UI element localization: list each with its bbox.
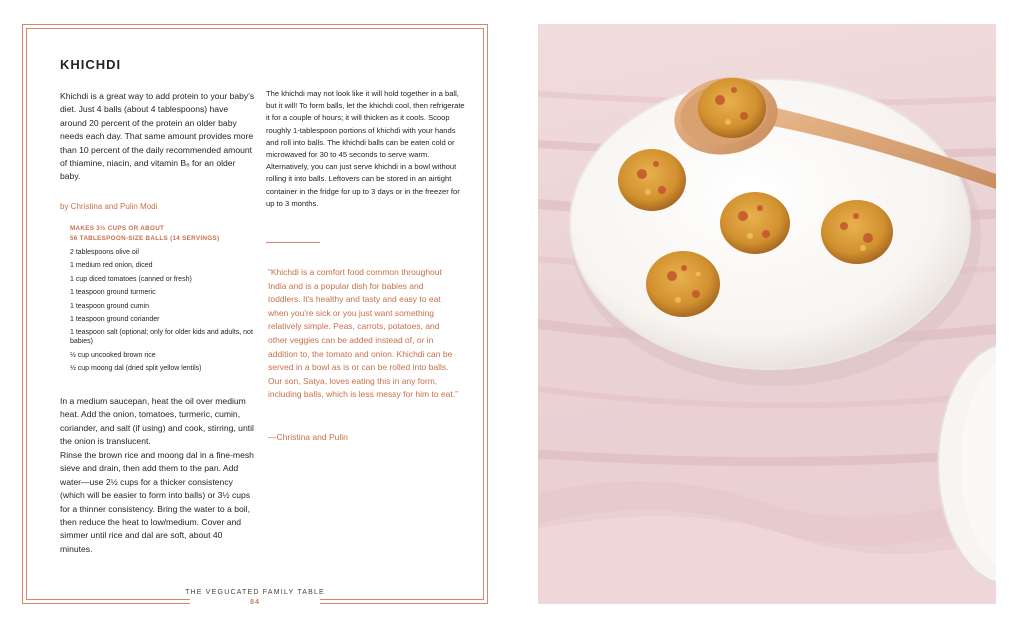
recipe-byline: by Christina and Pulin Modi <box>60 202 158 211</box>
yield-line-1: MAKES 3½ CUPS OR ABOUT <box>70 225 165 232</box>
ingredient-item: 1 teaspoon ground turmeric <box>70 289 156 297</box>
recipe-step-2: Rinse the brown rice and moong dal in a fine-mesh sieve and drain, then add them to the pan. Add water—use 2½ cups for a thicker consistency (which will be easier to form into balls) or 3½ cups for a thinner consistency. Bring the water to a boil, then reduce the heat to low/medium. Cover and simmer until rice and dal are soft, about 40 minutes. <box>60 450 254 554</box>
yield-line-2: 56 TABLESPOON-SIZE BALLS (14 SERVINGS) <box>70 235 220 242</box>
pull-quote: “Khichdi is a comfort food common throughout India and is a popular dish for babies and toddlers. It's healthy and tasty and easy to eat when you're sick or you just want something relatively simple. Peas, carrots, potatoes, and other veggies can be added instead of, or in addition to, the tomato and onion. Khichdi can be served in a bowl as is or can be rolled into balls. Our son, Satya, loves eating this in any form, including balls, which is less messy for him to eat.” <box>268 267 458 400</box>
khichdi-photo <box>538 24 996 604</box>
quote-divider <box>266 242 320 243</box>
ingredient-item: 2 tablespoons olive oil <box>70 249 139 256</box>
recipe-title: KHICHDI <box>60 57 122 72</box>
photo-illustration <box>538 24 996 604</box>
ingredient-item: ½ cup moong dal (dried split yellow lentils) <box>70 365 202 373</box>
ingredient-item: 1 cup diced tomatoes (canned or fresh) <box>70 275 192 283</box>
recipe-intro: Khichdi is a great way to add protein to your baby's diet. Just 4 balls (about 4 tablespoons) have around 20 percent of the protein an older baby needs each day. That same amount provides more than 10 percent of the daily recommended amount of thiamine, niacin, and vitamin B₆ for an older baby. <box>60 91 255 182</box>
recipe-yield <box>70 224 265 244</box>
ingredient-item: 1 teaspoon salt (optional; only for older kids and adults, not babies) <box>70 329 253 346</box>
ingredient-list <box>70 248 260 378</box>
footer-page-number: 84 <box>250 599 260 606</box>
ingredient-item: 1 medium red onion, diced <box>70 262 153 270</box>
recipe-step-1: In a medium saucepan, heat the oil over medium heat. Add the onion, tomatoes, turmeric, cumin, coriander, and salt (if using) and cook, stirring, until the onion is translucent. <box>60 396 254 447</box>
quote-attribution: —Christina and Pulin <box>268 432 348 442</box>
footer-book-title: THE VEGUCATED FAMILY TABLE <box>185 589 325 596</box>
ingredient-item: 1 teaspoon ground cumin <box>70 302 149 310</box>
recipe-continuation: The khichdi may not look like it will hold together in a ball, but it will! To form balls, let the khichdi cool, then refrigerate it for a couple of hours; it will thicken as it cools. Scoop roughly 1-tablespoon portions of khichdi with your hands and roll into balls. The khichdi balls can be eaten cold or microwaved for 30 to 45 seconds to serve warm. Alternatively, you can just serve khichdi in a bowl without rolling it into balls. Leftovers can be stored in an airtight container in the fridge for up to 3 days or in the freezer for up to 3 months. <box>266 89 465 208</box>
ingredient-item: 1 teaspoon ground coriander <box>70 315 160 323</box>
ingredient-item: ½ cup uncooked brown rice <box>70 351 156 359</box>
